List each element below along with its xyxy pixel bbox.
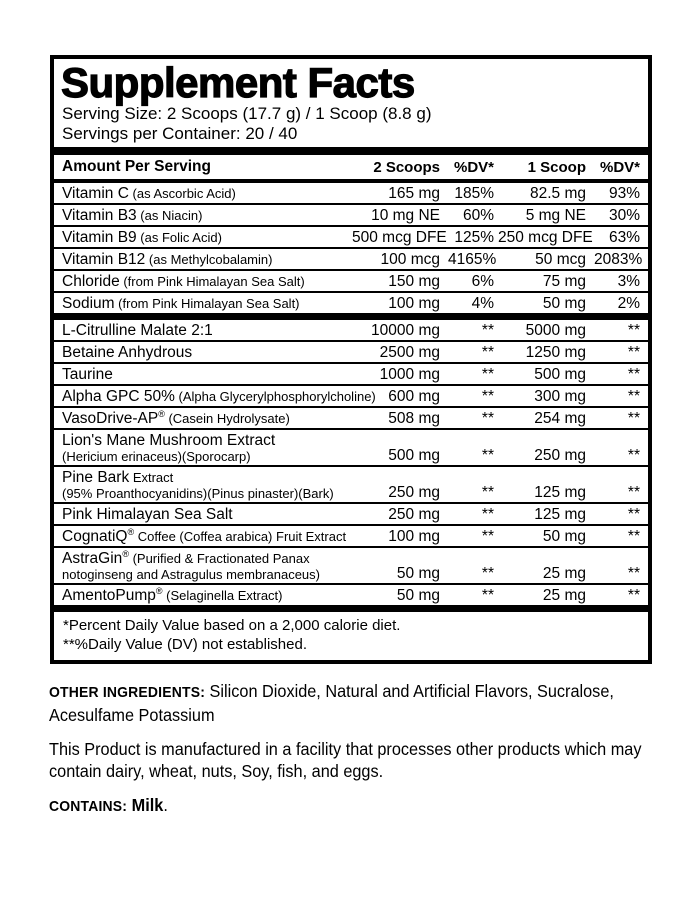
ingredient-name-second-line: (Hericium erinaceus)(Sporocarp) — [62, 449, 251, 464]
ingredient-name-line — [62, 251, 352, 268]
amount-1-scoop: 50 mg — [542, 528, 586, 545]
amount-1-scoop: 250 mg — [534, 447, 586, 464]
ingredient-name-line — [62, 550, 352, 567]
ingredient-name: Vitamin B9 — [62, 229, 137, 246]
dv-2-scoops: 6% — [471, 273, 494, 290]
ingredient-name-cell — [54, 204, 352, 226]
ingredient-name-detail: (Selaginella Extract) — [162, 588, 283, 603]
ingredient-name: Sodium — [62, 295, 115, 312]
other-ingredients-label: OTHER INGREDIENTS: — [49, 684, 206, 701]
amount-2-scoops: 10 mg NE — [371, 207, 440, 224]
ingredient-name-cell — [54, 547, 352, 584]
ingredient-name-detail: (from Pink Himalayan Sea Salt) — [114, 296, 300, 311]
dv-1-scoop: ** — [627, 565, 640, 582]
facility-warning-paragraph: This Product is manufactured in a facility that processes other products which may contain dairy, wheat, nuts, Soy, fish, and eggs. — [49, 739, 642, 781]
ingredient-name: Vitamin C — [62, 185, 129, 202]
amount-2-scoops: 165 mg — [388, 185, 440, 202]
header-dv-two-scoops: %DV* — [453, 158, 494, 176]
dv-1-scoop: 3% — [617, 273, 640, 290]
footnote-block — [54, 605, 648, 660]
ingredient-name-line — [62, 528, 352, 545]
supplement-row — [54, 226, 648, 248]
ingredient-name-cell — [54, 363, 352, 385]
amount-1-scoop: 1250 mg — [525, 344, 586, 361]
dv-2-scoops: 60% — [462, 207, 494, 224]
dv-2-scoops: ** — [481, 587, 494, 604]
other-ingredients-list: Silicon Dioxide, Natural and Artificial Flavors, Sucralose, Acesulfame Potassium — [49, 681, 614, 725]
ingredient-name-line — [62, 322, 352, 339]
ingredient-name-cell — [54, 466, 352, 503]
dv-1-scoop: ** — [627, 506, 640, 523]
dv-1-scoop: 63% — [608, 229, 640, 246]
header-two-scoops: 2 Scoops — [373, 158, 440, 176]
dv-1-scoop: ** — [627, 484, 640, 501]
ingredients-section — [54, 317, 648, 606]
amount-2-scoops: 150 mg — [388, 273, 440, 290]
ingredient-name-second-line: (95% Proanthocyanidins)(Pinus pinaster)(Bark) — [62, 486, 334, 501]
ingredient-name-detail: (as Ascorbic Acid) — [128, 186, 236, 201]
ingredient-name-line — [62, 506, 352, 523]
amount-2-scoops: 508 mg — [388, 410, 440, 427]
supplement-facts-table — [54, 147, 648, 605]
registered-trademark-symbol: ® — [158, 408, 165, 419]
ingredient-name-cell — [54, 248, 352, 270]
supplement-row — [54, 547, 648, 584]
supplement-row — [54, 317, 648, 342]
ingredient-name: Vitamin B3 — [62, 207, 137, 224]
ingredient-name: Chloride — [62, 273, 120, 290]
amount-1-scoop: 25 mg — [542, 565, 586, 582]
amount-1-scoop: 50 mg — [542, 295, 586, 312]
ingredient-name-line — [62, 432, 352, 449]
amount-1-scoop: 254 mg — [534, 410, 586, 427]
supplement-row — [54, 525, 648, 547]
header-dv-one-scoop: %DV* — [599, 158, 640, 176]
below-label-text — [49, 680, 654, 818]
ingredient-name: AmentoPump — [62, 587, 156, 604]
dv-1-scoop: ** — [627, 344, 640, 361]
other-ingredients-paragraph — [49, 680, 654, 726]
ingredient-name-line — [62, 587, 352, 604]
header-amount-per-serving: Amount Per Serving — [62, 158, 211, 175]
supplement-row — [54, 584, 648, 605]
ingredient-name-detail: (from Pink Himalayan Sea Salt) — [119, 274, 305, 289]
ingredient-name-line — [62, 295, 352, 312]
amount-1-scoop: 300 mg — [534, 388, 586, 405]
amount-2-scoops: 1000 mg — [379, 366, 440, 383]
ingredient-name: VasoDrive-AP — [62, 410, 159, 427]
supplement-row — [54, 385, 648, 407]
ingredient-name-line — [62, 229, 352, 246]
footnote-not-established: **%Daily Value (DV) not established. — [63, 636, 308, 653]
dv-1-scoop: 93% — [608, 185, 640, 202]
contains-line — [49, 794, 654, 818]
ingredient-name-detail: (as Methylcobalamin) — [145, 252, 273, 267]
ingredient-name-line — [62, 410, 352, 427]
dv-2-scoops: ** — [481, 322, 494, 339]
ingredient-name: Taurine — [62, 366, 113, 383]
amount-1-scoop: 50 mcg — [535, 251, 586, 268]
dv-2-scoops: ** — [481, 528, 494, 545]
ingredient-name-cell — [54, 341, 352, 363]
ingredient-name-cell — [54, 429, 352, 466]
supplement-row — [54, 429, 648, 466]
ingredient-name: Pine Bark — [62, 469, 130, 486]
amount-2-scoops: 250 mg — [388, 484, 440, 501]
dv-1-scoop: ** — [627, 388, 640, 405]
ingredient-name-detail: (Casein Hydrolysate) — [164, 411, 290, 426]
ingredient-name-cell — [54, 525, 352, 547]
supplement-label-page — [0, 55, 700, 900]
ingredient-name-detail: (Purified & Fractionated Panax — [128, 551, 310, 566]
dv-2-scoops: ** — [481, 506, 494, 523]
serving-size: Serving Size: 2 Scoops (17.7 g) / 1 Scoop (8.8 g) — [62, 104, 432, 123]
contains-allergen: Milk — [131, 795, 164, 815]
ingredient-name-line — [62, 273, 352, 290]
amount-2-scoops: 2500 mg — [379, 344, 440, 361]
ingredient-name-cell — [54, 226, 352, 248]
amount-1-scoop: 125 mg — [534, 484, 586, 501]
ingredient-name-cell — [54, 584, 352, 605]
ingredient-name: Alpha GPC 50% — [62, 388, 175, 405]
ingredient-name: Pink Himalayan Sea Salt — [62, 506, 233, 523]
ingredient-name-line — [62, 366, 352, 383]
footnote-daily-value: *Percent Daily Value based on a 2,000 calorie diet. — [63, 617, 401, 634]
amount-2-scoops: 100 mg — [388, 295, 440, 312]
ingredient-name-cell — [54, 270, 352, 292]
ingredient-name-cell — [54, 181, 352, 204]
amount-2-scoops: 250 mg — [388, 506, 440, 523]
panel-title: Supplement Facts — [61, 59, 415, 106]
dv-1-scoop: ** — [627, 587, 640, 604]
header-one-scoop: 1 Scoop — [527, 158, 586, 176]
amount-1-scoop: 25 mg — [542, 587, 586, 604]
dv-1-scoop: 30% — [608, 207, 640, 224]
dv-1-scoop: ** — [627, 528, 640, 545]
amount-2-scoops: 50 mg — [396, 565, 440, 582]
dv-2-scoops: 4% — [471, 295, 494, 312]
amount-1-scoop: 75 mg — [542, 273, 586, 290]
supplement-row — [54, 363, 648, 385]
dv-2-scoops: ** — [481, 447, 494, 464]
registered-trademark-symbol: ® — [127, 526, 135, 537]
dv-1-scoop: 2083% — [594, 251, 643, 268]
supplement-row — [54, 407, 648, 429]
amount-1-scoop: 125 mg — [534, 506, 586, 523]
contains-label: CONTAINS: — [49, 798, 128, 815]
ingredient-name: L-Citrulline Malate 2:1 — [62, 322, 213, 339]
servings-per-container: Servings per Container: 20 / 40 — [62, 124, 298, 143]
supplement-row — [54, 248, 648, 270]
ingredient-name-cell — [54, 292, 352, 317]
amount-2-scoops: 500 mg — [388, 447, 440, 464]
ingredient-name-cell — [54, 317, 352, 342]
ingredient-name-line — [62, 469, 352, 486]
dv-1-scoop: ** — [627, 366, 640, 383]
ingredient-name-detail: Extract — [129, 470, 174, 485]
ingredient-name: Vitamin B12 — [62, 251, 146, 268]
amount-2-scoops: 10000 mg — [371, 322, 440, 339]
ingredient-name-line — [62, 344, 352, 361]
ingredient-name: Lion's Mane Mushroom Extract — [62, 432, 276, 449]
ingredient-name: AstraGin — [62, 550, 123, 567]
ingredient-name-detail: Coffee (Coffea arabica) Fruit Extract — [134, 529, 347, 544]
ingredient-name: Betaine Anhydrous — [62, 344, 193, 361]
supplement-row — [54, 341, 648, 363]
supplement-row — [54, 292, 648, 317]
dv-1-scoop: ** — [627, 410, 640, 427]
amount-2-scoops: 100 mcg — [380, 251, 440, 268]
ingredient-name-detail: (as Niacin) — [136, 208, 203, 223]
amount-2-scoops: 500 mcg DFE — [352, 229, 447, 246]
ingredient-name-line — [62, 185, 352, 202]
ingredient-name-cell — [54, 407, 352, 429]
amount-2-scoops: 100 mg — [388, 528, 440, 545]
amount-2-scoops: 50 mg — [396, 587, 440, 604]
ingredient-name-cell — [54, 503, 352, 525]
amount-1-scoop: 250 mcg DFE — [498, 229, 593, 246]
ingredient-name-second-line: notoginseng and Astragulus membranaceus) — [62, 567, 320, 582]
serving-info — [54, 104, 648, 147]
supplement-row — [54, 270, 648, 292]
dv-2-scoops: ** — [481, 366, 494, 383]
amount-2-scoops: 600 mg — [388, 388, 440, 405]
supplement-row — [54, 466, 648, 503]
ingredient-name: CognatiQ — [62, 528, 128, 545]
supplement-row — [54, 181, 648, 204]
ingredient-name-detail: (as Folic Acid) — [136, 230, 222, 245]
dv-2-scoops: ** — [481, 565, 494, 582]
dv-2-scoops: ** — [481, 388, 494, 405]
dv-2-scoops: ** — [481, 484, 494, 501]
contains-period: . — [163, 795, 168, 815]
dv-2-scoops: 4165% — [448, 251, 497, 268]
registered-trademark-symbol: ® — [155, 585, 163, 596]
dv-1-scoop: ** — [627, 447, 640, 464]
supplement-facts-panel — [50, 55, 652, 664]
supplement-row — [54, 503, 648, 525]
table-header-row — [54, 151, 648, 181]
amount-1-scoop: 500 mg — [534, 366, 586, 383]
ingredient-name-line — [62, 388, 376, 405]
dv-1-scoop: 2% — [617, 295, 640, 312]
amount-1-scoop: 5000 mg — [525, 322, 586, 339]
ingredient-name-line — [62, 207, 352, 224]
amount-1-scoop: 82.5 mg — [529, 185, 586, 202]
registered-trademark-symbol: ® — [122, 548, 129, 559]
dv-2-scoops: 125% — [454, 229, 494, 246]
amount-1-scoop: 5 mg NE — [525, 207, 586, 224]
dv-1-scoop: ** — [627, 322, 640, 339]
ingredient-name-cell — [54, 385, 376, 407]
supplement-row — [54, 204, 648, 226]
dv-2-scoops: ** — [481, 410, 494, 427]
dv-2-scoops: ** — [481, 344, 494, 361]
dv-2-scoops: 185% — [454, 185, 494, 202]
vitamins-section — [54, 181, 648, 317]
ingredient-name-detail: (Alpha Glycerylphosphorylcholine) — [174, 389, 376, 404]
